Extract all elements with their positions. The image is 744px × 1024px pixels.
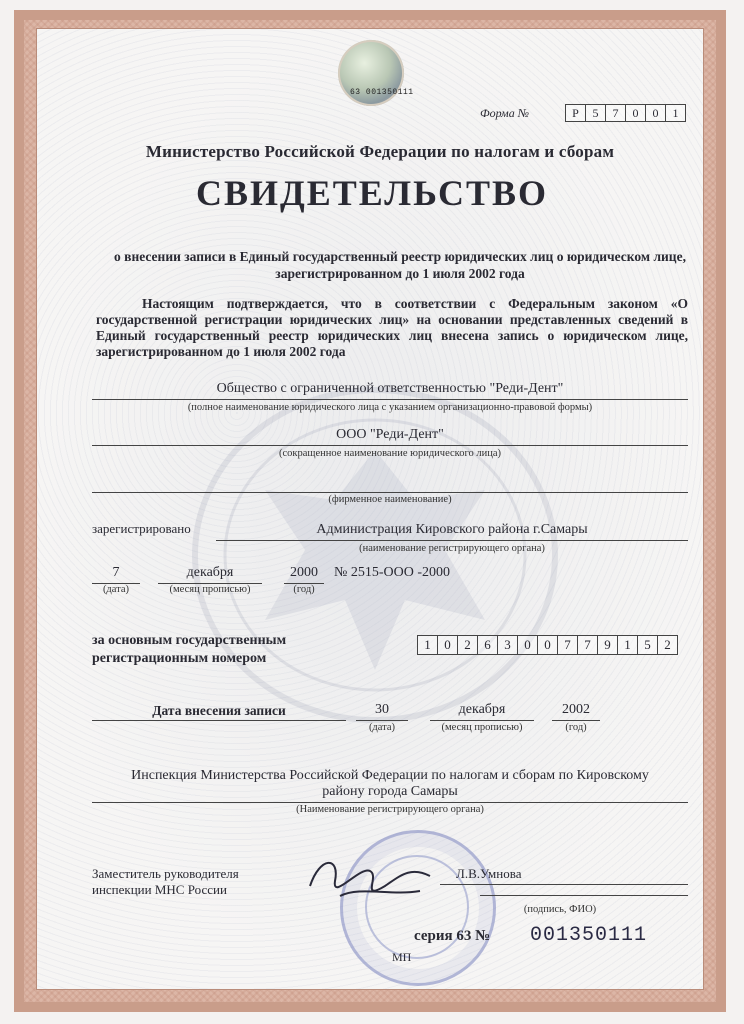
signature-image xyxy=(300,846,440,916)
signer-name-line xyxy=(440,866,688,885)
entry-month-value: декабря xyxy=(458,702,506,717)
reg-month-caption: (месяц прописью) xyxy=(169,584,251,595)
form-code-char: 0 xyxy=(645,104,666,122)
ogrn-digit: 9 xyxy=(597,635,618,655)
series-number: 001350111 xyxy=(530,924,648,947)
entry-date-label: Дата внесения записи xyxy=(152,703,286,718)
full-name-caption: (полное наименование юридического лица с указанием организационно-правовой формы) xyxy=(187,402,593,413)
entry-month-line xyxy=(430,702,534,721)
certificate-title: СВИДЕТЕЛЬСТВО xyxy=(195,173,549,213)
series-label: серия 63 № xyxy=(414,928,491,944)
signer-name: Л.В.Умнова xyxy=(456,866,522,881)
authority-line1: Инспекция Министерства Российской Федерации по налогам и сборам по Кировскому xyxy=(131,768,649,783)
form-code-char: Р xyxy=(565,104,586,122)
form-code-char: 5 xyxy=(585,104,606,122)
short-name-value: ООО "Реди-Дент" xyxy=(336,427,444,442)
authority-line2: району города Самары xyxy=(322,784,458,799)
entry-year-line xyxy=(552,702,600,721)
short-name-line xyxy=(92,427,688,446)
reg-year-line xyxy=(284,565,324,584)
entry-day-caption: (дата) xyxy=(368,722,396,733)
reg-month-value: декабря xyxy=(186,565,234,580)
form-code-boxes xyxy=(566,104,686,122)
form-code-char: 7 xyxy=(605,104,626,122)
form-code-char: 1 xyxy=(665,104,686,122)
authority-line xyxy=(92,784,688,803)
ogrn-digit: 1 xyxy=(417,635,438,655)
ogrn-digit: 0 xyxy=(517,635,538,655)
entry-month-caption: (месяц прописью) xyxy=(441,722,523,733)
hologram-number: 63 001350111 xyxy=(350,88,414,97)
ogrn-digit: 1 xyxy=(617,635,638,655)
short-name-caption: (сокращенное наименование юридического лица) xyxy=(278,448,502,459)
ogrn-digit: 2 xyxy=(657,635,678,655)
ogrn-digit: 0 xyxy=(437,635,458,655)
form-code-char: 0 xyxy=(625,104,646,122)
signature-line xyxy=(480,895,688,896)
registered-label: зарегистрировано xyxy=(92,521,191,536)
reg-year-caption: (год) xyxy=(293,584,315,595)
authority-caption: (Наименование регистрирующего органа) xyxy=(296,804,484,815)
brand-name-caption: (фирменное наименование) xyxy=(328,494,452,505)
reg-day-caption: (дата) xyxy=(102,584,130,595)
reg-year-value: 2000 xyxy=(290,565,318,580)
full-name-value: Общество с ограниченной ответственностью "Реди-Дент" xyxy=(216,381,564,396)
reg-day-value: 7 xyxy=(112,565,120,580)
ogrn-digit: 5 xyxy=(637,635,658,655)
ogrn-boxes xyxy=(418,635,678,655)
ogrn-digit: 3 xyxy=(497,635,518,655)
reg-number: № 2515-ООО -2000 xyxy=(334,565,451,580)
signer-title-line1: Заместитель руководителя xyxy=(92,866,239,881)
signer-title-line2: инспекции МНС России xyxy=(92,882,227,897)
reg-month-line xyxy=(158,565,262,584)
entry-day-value: 30 xyxy=(375,702,389,717)
reg-day-line xyxy=(92,565,140,584)
entry-label-line xyxy=(92,702,346,721)
ogrn-label-line1: за основным государственным xyxy=(92,633,287,648)
ogrn-label-line2: регистрационным номером xyxy=(92,651,267,666)
registered-caption: (наименование регистрирующего органа) xyxy=(359,543,545,554)
ministry-heading: Министерство Российской Федерации по налогам и сборам xyxy=(145,142,615,161)
ogrn-digit: 7 xyxy=(577,635,598,655)
entry-year-value: 2002 xyxy=(562,702,590,717)
entry-year-caption: (год) xyxy=(565,722,587,733)
seal-place-label: МП xyxy=(392,950,412,964)
brand-name-line xyxy=(92,474,688,493)
ogrn-digit: 7 xyxy=(557,635,578,655)
full-name-line xyxy=(92,381,688,400)
confirmation-text: Настоящим подтверждается, что в соответствии с Федеральным законом «О государственной регистрации юридических лиц» на основании представленных сведений в Единый государственный реестр юридических лиц внесена запись о юридическом лице, зарегистрированном до 1 июля 2002 года xyxy=(96,296,688,359)
registered-line xyxy=(216,522,688,541)
entry-day-line xyxy=(356,702,408,721)
ogrn-digit: 6 xyxy=(477,635,498,655)
certificate-subtitle: о внесении записи в Единый государственный реестр юридических лиц о юридическом лице, зарегистрированном до 1 июля 2002 года xyxy=(114,249,686,281)
ogrn-digit: 2 xyxy=(457,635,478,655)
ogrn-digit: 0 xyxy=(537,635,558,655)
form-label: Форма № xyxy=(480,106,530,120)
signer-caption: (подпись, ФИО) xyxy=(523,904,597,915)
registered-value: Администрация Кировского района г.Самары xyxy=(316,522,588,537)
